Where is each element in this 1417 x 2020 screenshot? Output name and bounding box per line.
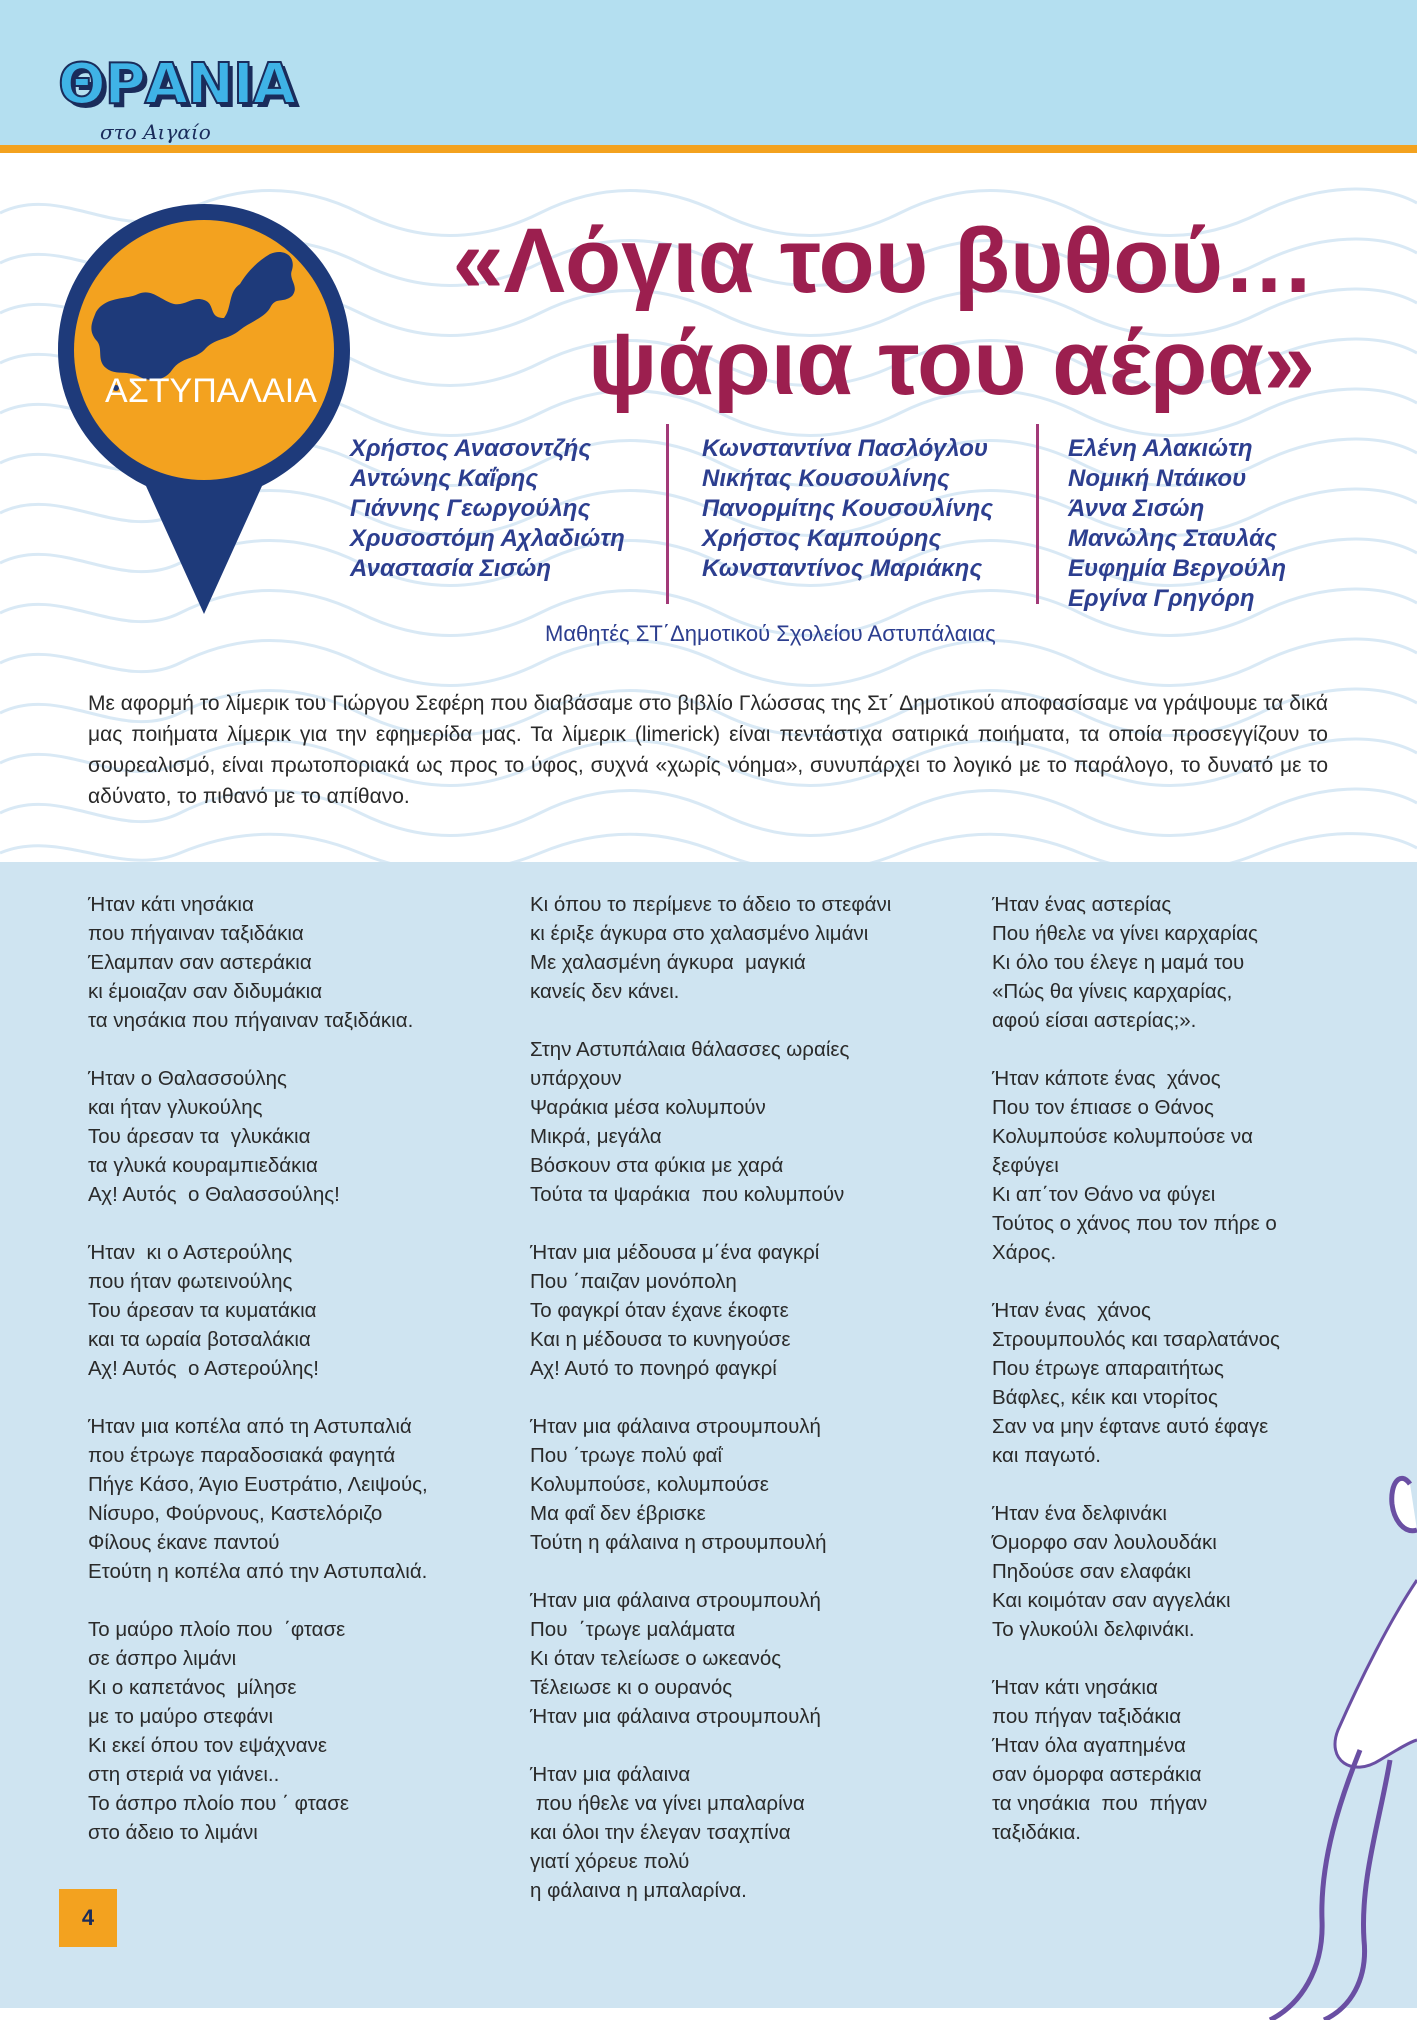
- poem-line: Ήταν ένα δελφινάκι: [992, 1502, 1167, 1525]
- poem-line: Βάφλες, κέικ και ντορίτος: [992, 1386, 1218, 1409]
- poem-line: Που ήθελε να γίνει καρχαρίας: [992, 922, 1258, 945]
- logo: [52, 48, 296, 148]
- poem-line: Όμορφο σαν λουλουδάκι: [992, 1531, 1217, 1554]
- author-name: Γιάννης Γεωργούλης: [350, 495, 591, 522]
- intro-paragraph: Με αφορμή το λίμερικ του Γιώργου Σεφέρη που διαβάσαμε στο βιβλίο Γλώσσας της Στ΄ Δημοτικού αποφασίσαμε να γράψουμε τα δικά μας ποιήματα λίμερικ για την εφημερίδα μας. Τα λίμερικ (limerick) είναι πεντάστιχα σατιρικά ποιήματα, τα οποία προσεγγίζουν το σουρεαλισμό, είναι πρωτοποριακά ως προς το ύφος, συχνά «χωρίς νόημα», συνυπάρχει το λογικό με το παράλογο, το δυνατό με το αδύνατο, το πιθανό με το απίθανο.: [88, 692, 1328, 808]
- poem-line: [530, 1209, 891, 1238]
- poem-line: Το φαγκρί όταν έχανε έκοφτε: [530, 1299, 789, 1322]
- poem-line: Ήταν ο Θαλασσούλης: [88, 1067, 287, 1090]
- poem-line: Χάρος.: [992, 1241, 1057, 1264]
- poem-line: Τούτος ο χάνος που τον πήρε ο: [992, 1212, 1277, 1235]
- title-line-2: ψάρια του αέρα»: [588, 312, 1315, 414]
- poem-line: [88, 1383, 428, 1412]
- author-name: Άννα Σισώη: [1068, 495, 1205, 522]
- page-title: [335, 210, 1315, 414]
- poem-line: Ήταν μια φάλαινα: [530, 1763, 691, 1786]
- poem-line: [992, 1035, 1280, 1064]
- poem-line: Ήταν κάτι νησάκια: [992, 1676, 1158, 1699]
- poems-column-2: [530, 890, 891, 1905]
- authors-column-1: [350, 434, 625, 584]
- poem-line: Ήταν μια μέδουσα μ΄ένα φαγκρί: [530, 1241, 820, 1264]
- author-name: Αντώνης Καΐρης: [350, 465, 539, 492]
- poem-line: Νίσυρο, Φούρνους, Καστελόριζο: [88, 1502, 383, 1525]
- poem-line: Ψαράκια μέσα κολυμπούν: [530, 1096, 766, 1119]
- poem-line: Τέλειωσε κι ο ουρανός: [530, 1676, 733, 1699]
- poem-line: Του άρεσαν τα κυματάκια: [88, 1299, 317, 1322]
- authors-column-2: [702, 434, 993, 584]
- poem-line: Φίλους έκανε παντού: [88, 1531, 280, 1554]
- author-name: Ελένη Αλακιώτη: [1068, 435, 1253, 462]
- poem-line: που πήγαιναν ταξιδάκια: [88, 922, 304, 945]
- authors-column-3: [1068, 434, 1286, 614]
- author-name: Νικήτας Κουσουλίνης: [702, 465, 950, 492]
- poem-line: Ήταν κάποτε ένας χάνος: [992, 1067, 1221, 1090]
- poem-line: Έλαμπαν σαν αστεράκια: [88, 951, 312, 974]
- poem-line: Πηδούσε σαν ελαφάκι: [992, 1560, 1192, 1583]
- poem-line: Κολυμπούσε, κολυμπούσε: [530, 1473, 769, 1496]
- poem-line: Ήταν μια κοπέλα από τη Αστυπαλιά: [88, 1415, 412, 1438]
- poem-line: σαν όμορφα αστεράκια: [992, 1763, 1202, 1786]
- poem-line: και ήταν γλυκούλης: [88, 1096, 263, 1119]
- poem-line: Αχ! Αυτός ο Αστερούλης!: [88, 1357, 320, 1380]
- poem-line: Και κοιμόταν σαν αγγελάκι: [992, 1589, 1231, 1612]
- poem-line: Κι ο καπετάνος μίλησε: [88, 1676, 297, 1699]
- poem-line: Στρουμπουλός και τσαρλατάνος: [992, 1328, 1280, 1351]
- poem-line: «Πώς θα γίνεις καρχαρίας,: [992, 980, 1233, 1003]
- author-name: Χρυσοστόμη Αχλαδιώτη: [350, 525, 625, 552]
- school-caption: Μαθητές ΣΤ΄Δημοτικού Σχολείου Αστυπάλαιας: [545, 621, 996, 646]
- poem-line: υπάρχουν: [530, 1067, 622, 1090]
- poem-line: Κι απ΄τον Θάνο να φύγει: [992, 1183, 1216, 1206]
- poem-line: Κι όλο του έλεγε η μαμά του: [992, 951, 1245, 974]
- poem-line: και παγωτό.: [992, 1444, 1101, 1467]
- poem-line: Μικρά, μεγάλα: [530, 1125, 662, 1148]
- author-name: Πανορμίτης Κουσουλίνης: [702, 495, 993, 522]
- poem-line: που ήθελε να γίνει μπαλαρίνα: [530, 1792, 805, 1815]
- poem-line: τα νησάκια που πήγαιναν ταξιδάκια.: [88, 1009, 414, 1032]
- column-divider: [1036, 424, 1039, 604]
- author-name: Εργίνα Γρηγόρη: [1068, 585, 1255, 612]
- poem-line: Και η μέδουσα το κυνηγούσε: [530, 1328, 791, 1351]
- poem-line: Κι όταν τελείωσε ο ωκεανός: [530, 1647, 782, 1670]
- poem-line: που πήγαν ταξιδάκια: [992, 1705, 1182, 1728]
- poem-line: τα νησάκια που πήγαν: [992, 1792, 1208, 1815]
- poem-line: Κι όπου το περίμενε το άδειο το στεφάνι: [530, 893, 892, 916]
- poem-line: αφού είσαι αστερίας;».: [992, 1009, 1197, 1032]
- poem-line: [88, 1209, 428, 1238]
- poem-line: κι έμοιαζαν σαν διδυμάκια: [88, 980, 323, 1003]
- author-name: Κωνσταντίνα Πασλόγλου: [702, 435, 989, 462]
- poem-line: Ήταν όλα αγαπημένα: [992, 1734, 1186, 1757]
- author-name: Νομική Ντάικου: [1068, 465, 1247, 492]
- poem-line: Ήταν μια φάλαινα στρουμπουλή: [530, 1589, 821, 1612]
- poem-line: κανείς δεν κάνει.: [530, 980, 680, 1003]
- title-line-1: «Λόγια του βυθού…: [452, 210, 1315, 312]
- poem-line: Που ΄τρωγε μαλάματα: [530, 1618, 736, 1641]
- poem-line: Αχ! Αυτό το πονηρό φαγκρί: [530, 1357, 777, 1380]
- poem-line: και τα ωραία βοτσαλάκια: [88, 1328, 311, 1351]
- poem-line: Το μαύρο πλοίο που ΄φτασε: [88, 1618, 346, 1641]
- poem-line: κι έριξε άγκυρα στο χαλασμένο λιμάνι: [530, 922, 869, 945]
- logo-main-text: ΘΡΑΝΙΑ: [58, 52, 296, 117]
- poem-line: Που έτρωγε απαραιτήτως: [992, 1357, 1224, 1380]
- poem-line: Κι εκεί όπου τον εψάχνανε: [88, 1734, 327, 1757]
- poem-line: [88, 1586, 428, 1615]
- poem-line: που ήταν φωτεινούλης: [88, 1270, 293, 1293]
- poem-line: Βόσκουν στα φύκια με χαρά: [530, 1154, 784, 1177]
- poem-line: Ήταν ένας αστερίας: [992, 893, 1172, 916]
- poem-line: [992, 1470, 1280, 1499]
- poem-line: Τούτη η φάλαινα η στρουμπουλή: [530, 1531, 827, 1554]
- poem-line: Που ΄παιζαν μονόπολη: [530, 1270, 737, 1293]
- poem-line: με το μαύρο στεφάνι: [88, 1705, 274, 1728]
- poem-line: Ετούτη η κοπέλα από την Αστυπαλιά.: [88, 1560, 428, 1583]
- poem-line: ταξιδάκια.: [992, 1821, 1082, 1844]
- poem-line: στο άδειο το λιμάνι: [88, 1821, 258, 1844]
- poem-line: Το γλυκούλι δελφινάκι.: [992, 1618, 1195, 1641]
- pin-label: ΑΣΤΥΠΑΛΑΙΑ: [105, 372, 317, 410]
- poem-line: η φάλαινα η μπαλαρίνα.: [530, 1879, 747, 1902]
- poem-line: [530, 1731, 891, 1760]
- poem-line: και όλοι την έλεγαν τσαχπίνα: [530, 1821, 791, 1844]
- poem-line: [992, 1644, 1280, 1673]
- poems-column-3: [992, 890, 1280, 1847]
- column-divider: [666, 424, 669, 604]
- poem-line: [530, 1383, 891, 1412]
- poem-line: Το άσπρο πλοίο που ΄ φτασε: [88, 1792, 350, 1815]
- poem-line: Που τον έπιασε ο Θάνος: [992, 1096, 1214, 1119]
- author-name: Χρήστος Ανασοντζής: [350, 435, 592, 462]
- author-name: Αναστασία Σισώη: [350, 555, 552, 582]
- poem-line: Με χαλασμένη άγκυρα μαγκιά: [530, 951, 806, 974]
- author-name: Μανώλης Σταυλάς: [1068, 525, 1277, 552]
- poem-line: Σαν να μην έφτανε αυτό έφαγε: [992, 1415, 1269, 1438]
- poem-line: Ήταν μια φάλαινα στρουμπουλή: [530, 1415, 821, 1438]
- author-name: Κωνσταντίνος Μαριάκης: [702, 555, 983, 582]
- jellyfish-icon: [1240, 1460, 1417, 2020]
- poem-line: Ήταν κι ο Αστερούλης: [88, 1241, 293, 1264]
- poem-line: γιατί χόρευε πολύ: [530, 1850, 690, 1873]
- poem-line: Τούτα τα ψαράκια που κολυμπούν: [530, 1183, 845, 1206]
- poem-line: Ήταν μια φάλαινα στρουμπουλή: [530, 1705, 821, 1728]
- logo-sub-text: στο Αιγαίο: [100, 120, 211, 144]
- poem-line: Μα φαΐ δεν έβρισκε: [530, 1502, 706, 1525]
- poems-column-1: [88, 890, 428, 1847]
- poem-line: που έτρωγε παραδοσιακά φαγητά: [88, 1444, 396, 1467]
- poem-line: Αχ! Αυτός ο Θαλασσούλης!: [88, 1183, 340, 1206]
- poem-line: Του άρεσαν τα γλυκάκια: [88, 1125, 311, 1148]
- author-name: Χρήστος Καμπούρης: [702, 525, 942, 552]
- author-name: Ευφημία Βεργούλη: [1068, 555, 1286, 582]
- poem-line: [992, 1267, 1280, 1296]
- poem-line: Πήγε Κάσο, Άγιο Ευστράτιο, Λειψούς,: [88, 1473, 428, 1496]
- poem-line: Ήταν κάτι νησάκια: [88, 893, 254, 916]
- poem-line: Που ΄τρωγε πολύ φαΐ: [530, 1444, 723, 1467]
- poem-line: [530, 1557, 891, 1586]
- poem-line: στη στεριά να γιάνει..: [88, 1763, 280, 1786]
- poem-line: Στην Αστυπάλαια θάλασσες ωραίες: [530, 1038, 850, 1061]
- poem-line: Κολυμπούσε κολυμπούσε να: [992, 1125, 1254, 1148]
- page-number: 4: [59, 1889, 117, 1947]
- poem-line: τα γλυκά κουραμπιεδάκια: [88, 1154, 318, 1177]
- poem-line: [88, 1035, 428, 1064]
- poem-line: ξεφύγει: [992, 1154, 1059, 1177]
- poem-line: Ήταν ένας χάνος: [992, 1299, 1151, 1322]
- poem-line: [530, 1006, 891, 1035]
- poem-line: σε άσπρο λιμάνι: [88, 1647, 237, 1670]
